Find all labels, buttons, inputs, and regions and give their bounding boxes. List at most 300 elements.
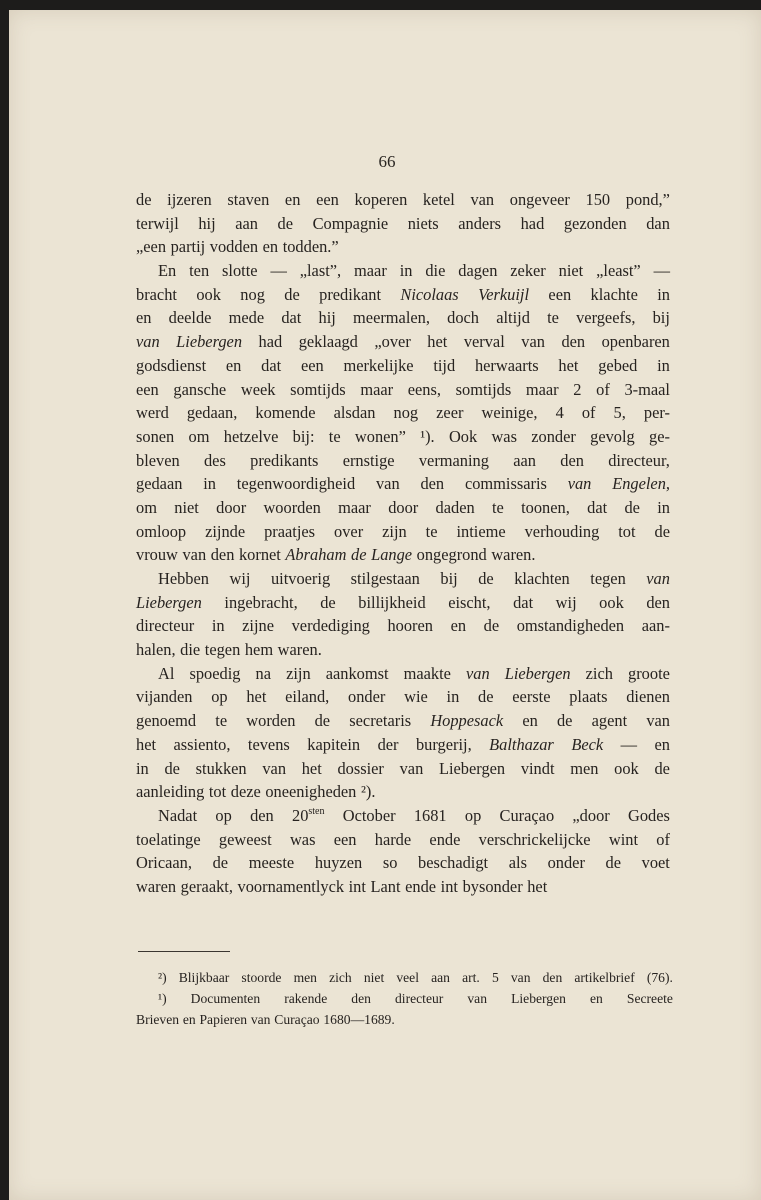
word: een bbox=[136, 379, 159, 399]
word: zijnde bbox=[205, 521, 246, 541]
word: Compagnie bbox=[312, 213, 389, 233]
text-line bbox=[136, 733, 670, 757]
word: wij bbox=[555, 592, 577, 612]
word: om bbox=[188, 426, 210, 446]
word: aanleiding bbox=[136, 782, 205, 802]
word: maar bbox=[354, 261, 387, 281]
word: Hebben bbox=[158, 569, 209, 588]
text-line bbox=[136, 543, 670, 567]
text-line bbox=[136, 212, 670, 236]
word: te bbox=[215, 711, 228, 731]
word: praatjes bbox=[264, 521, 316, 541]
word: vodden bbox=[209, 237, 259, 257]
word: verschrickelijcke bbox=[478, 829, 591, 849]
word: de bbox=[478, 569, 494, 588]
word: — bbox=[620, 734, 638, 754]
word: dienen bbox=[626, 687, 670, 707]
word: op bbox=[211, 687, 228, 707]
word: geklaagd bbox=[298, 332, 358, 352]
word: den bbox=[646, 592, 670, 612]
word: dossier bbox=[337, 758, 384, 778]
word: van bbox=[646, 711, 670, 731]
word: weinige, bbox=[481, 403, 538, 423]
word: de bbox=[277, 213, 294, 233]
word: directeur bbox=[136, 616, 195, 636]
word: zijn bbox=[382, 521, 407, 541]
text-line bbox=[136, 378, 670, 402]
word: in bbox=[657, 355, 670, 375]
word: art. bbox=[462, 970, 480, 985]
word: — bbox=[653, 261, 670, 281]
text-line bbox=[136, 757, 670, 781]
text-line bbox=[136, 638, 670, 662]
word: waren bbox=[136, 876, 177, 896]
word: op bbox=[215, 805, 232, 825]
word: maar bbox=[360, 379, 394, 399]
word: harde bbox=[374, 829, 412, 849]
word: te bbox=[328, 426, 341, 446]
word: en bbox=[450, 616, 467, 636]
word: commissaris bbox=[464, 474, 547, 494]
word: den bbox=[561, 332, 586, 352]
word: om bbox=[136, 497, 157, 517]
word: nog bbox=[393, 403, 419, 423]
word: intieme bbox=[456, 521, 506, 541]
word: hij bbox=[318, 308, 336, 328]
word: van bbox=[521, 332, 545, 352]
word: ongegrond bbox=[416, 545, 487, 565]
word: wij bbox=[229, 569, 251, 588]
word: deze bbox=[230, 782, 261, 802]
word: assiento, bbox=[173, 734, 231, 754]
text-line bbox=[136, 875, 670, 899]
word: todden.” bbox=[282, 237, 339, 257]
word: van bbox=[250, 1012, 271, 1027]
word: en bbox=[262, 237, 279, 257]
word: halen, bbox=[136, 640, 176, 660]
word: 3-maal bbox=[624, 379, 670, 399]
word: ten bbox=[189, 261, 210, 281]
word: vrouw bbox=[136, 545, 178, 565]
word: kornet bbox=[238, 545, 281, 565]
word: gezonden bbox=[563, 213, 627, 233]
footnote-separator bbox=[138, 951, 230, 952]
text-line bbox=[136, 283, 670, 307]
word: te bbox=[491, 497, 504, 517]
word: Engelen, bbox=[612, 474, 670, 494]
word: klachten bbox=[514, 569, 570, 588]
word: ook bbox=[196, 284, 221, 304]
word: den bbox=[560, 450, 584, 470]
word: per- bbox=[643, 403, 670, 423]
page-number: 66 bbox=[378, 152, 396, 171]
word: onder bbox=[547, 853, 585, 873]
word: Liebergen bbox=[511, 991, 566, 1006]
word: komende bbox=[255, 403, 316, 423]
text-line bbox=[136, 496, 670, 520]
word: die bbox=[425, 261, 446, 281]
word: men bbox=[570, 758, 599, 778]
word: het bbox=[427, 332, 448, 352]
word: eischt, bbox=[448, 592, 491, 612]
word: „een bbox=[136, 237, 167, 257]
word: ende bbox=[405, 876, 437, 896]
word: ²). bbox=[360, 782, 376, 802]
word: en bbox=[136, 308, 152, 328]
word: niet bbox=[174, 497, 199, 517]
word: Nicolaas bbox=[400, 284, 459, 304]
word: wonen” bbox=[354, 426, 406, 446]
word: Blijkbaar bbox=[178, 970, 230, 985]
word: of bbox=[596, 379, 610, 399]
word: de bbox=[624, 497, 640, 517]
word: ketel bbox=[422, 190, 455, 209]
word: van bbox=[262, 758, 287, 778]
word: Al bbox=[158, 663, 175, 683]
word: en bbox=[182, 1012, 196, 1027]
word: stilgestaan bbox=[350, 569, 420, 588]
word: in bbox=[399, 261, 413, 281]
word: het bbox=[527, 876, 548, 896]
word: dagen bbox=[458, 261, 498, 281]
word: „door bbox=[572, 805, 610, 825]
word: zeker bbox=[510, 261, 546, 281]
word: den bbox=[420, 474, 445, 494]
word: dan bbox=[646, 213, 670, 233]
word: merkelijke bbox=[343, 355, 414, 375]
book-page bbox=[9, 10, 761, 1200]
word: openbaren bbox=[601, 332, 670, 352]
text-line bbox=[136, 851, 670, 875]
word: of bbox=[656, 829, 670, 849]
word: eerste bbox=[512, 687, 551, 707]
word: hooren bbox=[387, 616, 433, 636]
word: van bbox=[510, 970, 531, 985]
word: aankomst bbox=[325, 663, 389, 683]
word: gedaan bbox=[136, 474, 183, 494]
word: van bbox=[136, 332, 160, 352]
word: bij: bbox=[292, 426, 315, 446]
word: Liebergen bbox=[438, 758, 506, 778]
word: zonder bbox=[531, 426, 576, 446]
text-line bbox=[136, 567, 670, 591]
word: spoedig bbox=[189, 663, 241, 683]
word: zeer bbox=[436, 403, 464, 423]
text-line bbox=[136, 614, 670, 638]
word: des bbox=[203, 450, 226, 470]
word: dat bbox=[261, 355, 282, 375]
word: worden bbox=[246, 711, 296, 731]
word: de bbox=[314, 711, 331, 731]
word: ¹). bbox=[420, 426, 435, 446]
word: artikelbrief bbox=[574, 970, 635, 985]
word: stukken bbox=[195, 758, 247, 778]
word: toelatinge bbox=[136, 829, 201, 849]
word: en bbox=[522, 711, 538, 731]
text-line bbox=[136, 306, 670, 330]
word: het bbox=[558, 355, 579, 375]
word: aan bbox=[513, 450, 536, 470]
word: oneenigheden bbox=[265, 782, 357, 802]
word: bracht bbox=[136, 284, 177, 304]
word: ende bbox=[429, 829, 461, 849]
word: omloop bbox=[136, 521, 187, 541]
word: had bbox=[520, 213, 545, 233]
word: verhouding bbox=[524, 521, 600, 541]
word: meermalen, bbox=[353, 308, 430, 328]
word: directeur, bbox=[608, 450, 670, 470]
word: klachte bbox=[590, 284, 638, 304]
word: en bbox=[225, 355, 242, 375]
word: week bbox=[240, 379, 276, 399]
word: Brieven bbox=[136, 1012, 180, 1027]
word: partij bbox=[170, 237, 206, 257]
word: 150 bbox=[585, 190, 611, 209]
text-line bbox=[136, 188, 670, 212]
word: in bbox=[203, 474, 216, 494]
word: van bbox=[466, 663, 490, 683]
word: was bbox=[289, 829, 316, 849]
word: alsdan bbox=[333, 403, 376, 423]
word: aan bbox=[235, 213, 258, 233]
word: de bbox=[136, 190, 152, 209]
word: wint bbox=[608, 829, 638, 849]
word: Liebergen bbox=[136, 592, 202, 612]
text-line bbox=[136, 662, 670, 686]
text-line bbox=[136, 354, 670, 378]
word: Liebergen bbox=[176, 332, 243, 352]
word: van bbox=[567, 474, 592, 494]
word: waren. bbox=[277, 640, 322, 660]
word: October bbox=[342, 805, 396, 825]
word: so bbox=[382, 853, 398, 873]
word: gebed bbox=[598, 355, 638, 375]
word: de bbox=[556, 711, 573, 731]
text-line bbox=[136, 780, 670, 804]
word: ernstige bbox=[342, 450, 395, 470]
word: Verkuijl bbox=[478, 284, 530, 304]
word: huyzen bbox=[314, 853, 363, 873]
word: vermaning bbox=[418, 450, 489, 470]
word: maar bbox=[338, 497, 371, 517]
word: ook bbox=[599, 592, 624, 612]
word: aan bbox=[431, 970, 450, 985]
word: gansche bbox=[173, 379, 227, 399]
word: pond,” bbox=[625, 190, 670, 209]
word: int bbox=[440, 876, 458, 896]
word: Secreete bbox=[626, 991, 673, 1006]
word: en bbox=[284, 190, 301, 209]
word: zich bbox=[585, 663, 613, 683]
text-line bbox=[136, 330, 670, 354]
word: in bbox=[657, 284, 670, 304]
word: ijzeren bbox=[167, 190, 212, 209]
word: rakende bbox=[284, 991, 328, 1006]
word: stoorde bbox=[241, 970, 282, 985]
footnote-line bbox=[136, 1009, 673, 1030]
word: herwaarts bbox=[474, 355, 539, 375]
word: het bbox=[301, 758, 322, 778]
word: eens, bbox=[407, 379, 441, 399]
word: ook bbox=[614, 758, 639, 778]
word: de bbox=[164, 758, 180, 778]
word: toonen, bbox=[521, 497, 570, 517]
word: na bbox=[255, 663, 272, 683]
text-line bbox=[136, 685, 670, 709]
word: „least” bbox=[596, 261, 641, 281]
word: den bbox=[351, 991, 371, 1006]
text-line bbox=[136, 235, 670, 259]
word: secretaris bbox=[349, 711, 412, 731]
word: in bbox=[446, 687, 460, 707]
word: Curaçao bbox=[499, 805, 555, 825]
footnotes bbox=[136, 967, 673, 1030]
word: de bbox=[351, 545, 367, 565]
word: Hoppesack bbox=[430, 711, 504, 731]
word: ongeveer bbox=[509, 190, 570, 209]
word: 2 bbox=[573, 379, 582, 399]
word: 5 bbox=[491, 970, 499, 985]
word: eiland, bbox=[285, 687, 330, 707]
word: slotte bbox=[222, 261, 258, 281]
word: billijkheid bbox=[358, 592, 426, 612]
word: was bbox=[491, 426, 517, 446]
word: hem bbox=[244, 640, 274, 660]
footnote-marker: ¹) bbox=[158, 991, 167, 1006]
word: woorden bbox=[263, 497, 321, 517]
text-line bbox=[136, 828, 670, 852]
word: „last”, bbox=[299, 261, 342, 281]
word: Nadat bbox=[158, 805, 198, 825]
body-text bbox=[136, 188, 670, 899]
word: ge- bbox=[649, 426, 670, 446]
word: ingebracht, bbox=[224, 592, 298, 612]
word: Oricaan, bbox=[136, 853, 192, 873]
word: niet bbox=[363, 970, 385, 985]
word: aan- bbox=[641, 616, 670, 636]
word: tijd bbox=[433, 355, 456, 375]
word: tegenwoordigheid bbox=[236, 474, 356, 494]
word: niet bbox=[558, 261, 584, 281]
word: tot bbox=[208, 782, 227, 802]
word: Papieren bbox=[199, 1012, 248, 1027]
word: den bbox=[210, 545, 235, 565]
word: 1680—1689. bbox=[323, 1012, 395, 1027]
text-line bbox=[136, 259, 670, 283]
word: waren. bbox=[491, 545, 536, 565]
word: uitvoerig bbox=[270, 569, 331, 588]
word: een bbox=[333, 829, 357, 849]
text-line bbox=[136, 449, 670, 473]
word: wie bbox=[404, 687, 428, 707]
word: genoemd bbox=[136, 711, 197, 731]
word: de bbox=[483, 616, 500, 636]
word: dat bbox=[513, 592, 534, 612]
word: Documenten bbox=[190, 991, 261, 1006]
word: der bbox=[377, 734, 399, 754]
word: Godes bbox=[628, 805, 670, 825]
word: veel bbox=[396, 970, 419, 985]
word: mede bbox=[228, 308, 265, 328]
word: de bbox=[284, 284, 300, 304]
word: deelde bbox=[168, 308, 212, 328]
text-line bbox=[136, 425, 670, 449]
word: men bbox=[293, 970, 317, 985]
footnote-line bbox=[136, 967, 673, 988]
word: burgerij, bbox=[415, 734, 472, 754]
text-line bbox=[136, 591, 670, 615]
word: werd bbox=[136, 403, 169, 423]
word: vindt bbox=[520, 758, 555, 778]
word: bleven bbox=[136, 450, 180, 470]
word: — bbox=[270, 261, 287, 281]
word: de bbox=[212, 853, 229, 873]
word: tegen bbox=[204, 640, 241, 660]
word: Liebergen bbox=[504, 663, 571, 683]
text-line bbox=[136, 520, 670, 544]
word: predikant bbox=[319, 284, 382, 304]
word: 1681 bbox=[413, 805, 447, 825]
word: beschadigt bbox=[418, 853, 489, 873]
word: over bbox=[334, 521, 364, 541]
word: kapitein bbox=[307, 734, 361, 754]
word: van bbox=[467, 991, 488, 1006]
word: het bbox=[246, 687, 267, 707]
word: verval bbox=[463, 332, 505, 352]
word: terwijl bbox=[136, 213, 179, 233]
word: van bbox=[375, 474, 400, 494]
word: plaats bbox=[569, 687, 608, 707]
word: de bbox=[654, 758, 670, 778]
word: het bbox=[136, 734, 157, 754]
word: dat bbox=[281, 308, 302, 328]
word: zich bbox=[329, 970, 352, 985]
word: koperen bbox=[354, 190, 408, 209]
word: bij bbox=[652, 308, 670, 328]
word: een bbox=[316, 190, 339, 209]
text-line bbox=[136, 709, 670, 733]
word: 20sten bbox=[292, 805, 325, 825]
word: de bbox=[654, 521, 670, 541]
word: voornamentlyck bbox=[237, 876, 345, 896]
text-line bbox=[136, 401, 670, 425]
word: van bbox=[182, 545, 207, 565]
word: tevens bbox=[247, 734, 290, 754]
word: voet bbox=[641, 853, 670, 873]
word: anders bbox=[458, 213, 502, 233]
word: had bbox=[258, 332, 283, 352]
footnote-marker: ²) bbox=[158, 970, 167, 985]
word: in bbox=[657, 497, 670, 517]
word: daden bbox=[435, 497, 475, 517]
word: groote bbox=[628, 663, 670, 683]
text-line bbox=[136, 804, 670, 828]
word: „over bbox=[374, 332, 411, 352]
word: van bbox=[399, 758, 424, 778]
word: of bbox=[581, 403, 596, 423]
word: den bbox=[250, 805, 274, 825]
word: zijn bbox=[286, 663, 311, 683]
word: somtijds bbox=[455, 379, 512, 399]
word: op bbox=[464, 805, 482, 825]
word: bysonder bbox=[462, 876, 523, 896]
word: verdediging bbox=[291, 616, 370, 636]
word: 4 bbox=[555, 403, 564, 423]
word: tegen bbox=[590, 569, 626, 588]
word: int bbox=[348, 876, 366, 896]
word: en bbox=[654, 734, 670, 754]
word: tot bbox=[618, 521, 636, 541]
